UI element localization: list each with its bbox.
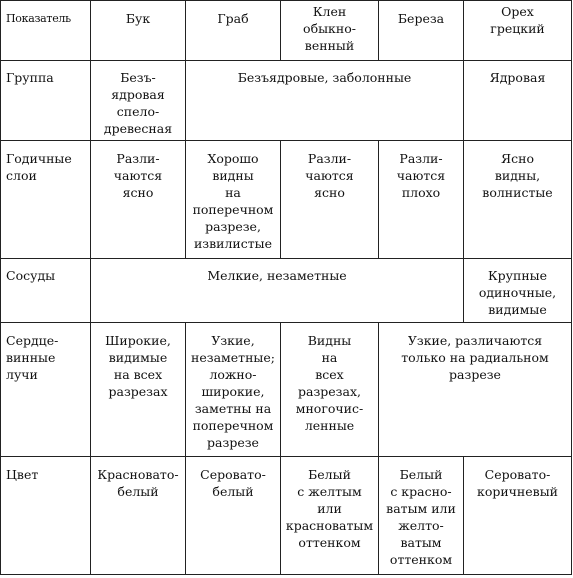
header-beech: Бук <box>91 1 186 61</box>
cell-rings-walnut: Ясно видны, волнистые <box>464 141 572 259</box>
cell-rays-hornbeam: Узкие, незаметные; ложно- широкие, заметны на поперечном разрезе <box>186 323 281 457</box>
cell-rays-merged: Узкие, различаются только на радиальном разрезе <box>379 323 572 457</box>
header-row <box>1 1 572 61</box>
table-row <box>1 259 572 323</box>
row-label-color: Цвет <box>1 457 91 575</box>
table-row <box>1 61 572 141</box>
header-maple: Клен обыкно- венный <box>281 1 379 61</box>
cell-rings-hornbeam: Хорошо видны на поперечном разрезе, извилистые <box>186 141 281 259</box>
cell-color-hornbeam: Серовато- белый <box>186 457 281 575</box>
header-hornbeam: Граб <box>186 1 281 61</box>
cell-rings-birch: Разли- чаются плохо <box>379 141 464 259</box>
row-label-group: Группа <box>1 61 91 141</box>
cell-rays-maple: Видны на всех разрезах, многочис- ленные <box>281 323 379 457</box>
cell-group-walnut: Ядровая <box>464 61 572 141</box>
cell-rays-beech: Широкие, видимые на всех разрезах <box>91 323 186 457</box>
cell-rings-beech: Разли- чаются ясно <box>91 141 186 259</box>
cell-rings-maple: Разли- чаются ясно <box>281 141 379 259</box>
cell-group-beech: Безъ- ядровая спело- древесная <box>91 61 186 141</box>
cell-vessels-walnut: Крупные одиночные, видимые <box>464 259 572 323</box>
cell-color-birch: Белый с красно- ватым или желто- ватым оттенком <box>379 457 464 575</box>
header-walnut: Орех грецкий <box>464 1 572 61</box>
table-row <box>1 457 572 575</box>
table-row <box>1 323 572 457</box>
header-birch: Береза <box>379 1 464 61</box>
row-label-rings: Годичные слои <box>1 141 91 259</box>
header-param: Показатель <box>1 1 91 61</box>
cell-color-walnut: Серовато- коричневый <box>464 457 572 575</box>
cell-color-maple: Белый с желтым или красноватым оттенком <box>281 457 379 575</box>
cell-color-beech: Красновато- белый <box>91 457 186 575</box>
row-label-vessels: Сосуды <box>1 259 91 323</box>
table-row <box>1 141 572 259</box>
cell-group-merged: Безъядровые, заболонные <box>186 61 464 141</box>
cell-vessels-merged: Мелкие, незаметные <box>91 259 464 323</box>
row-label-rays: Сердце- винные лучи <box>1 323 91 457</box>
